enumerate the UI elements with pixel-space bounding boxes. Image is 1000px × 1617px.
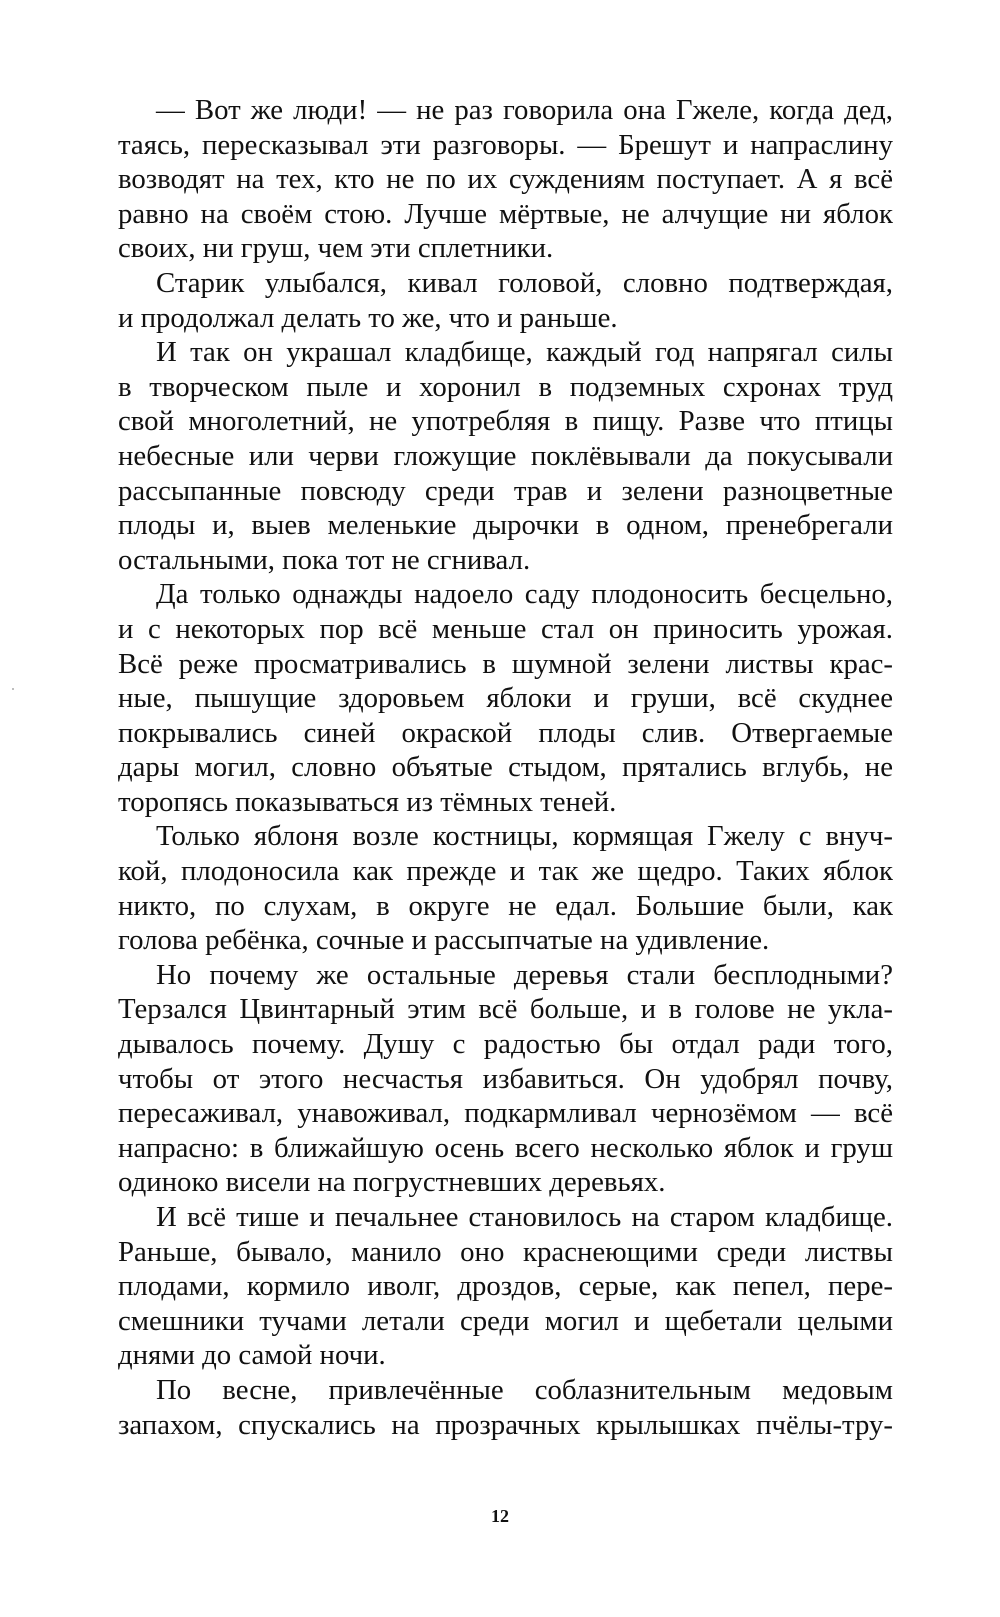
text-line: ные, пышущие здоровьем яблоки и груши, всё скуднее bbox=[118, 682, 893, 715]
text-line: в творческом пыле и хоронил в подземных схронах труд bbox=[118, 370, 893, 403]
text-line: торопясь показываться из тёмных теней. bbox=[118, 785, 617, 818]
text-line: рассыпанные повсюду среди трав и зелени разноцветные bbox=[118, 474, 893, 507]
text-line: кой, плодоносила как прежде и так же щедро. Таких яблок bbox=[118, 855, 893, 888]
text-line: покрывались синей окраской плоды слив. Отвергаемые bbox=[118, 716, 893, 749]
text-line: — Вот же люди! — не раз говорила она Гжеле, когда дед, bbox=[156, 94, 893, 126]
page-number: 12 bbox=[491, 1506, 509, 1526]
text-line: остальными, пока тот не сгнивал. bbox=[118, 543, 531, 576]
text-line: небесные или черви гложущие поклёвывали да покусывали bbox=[118, 439, 893, 472]
text-line: чтобы от этого несчастья избавиться. Он удобрял почву, bbox=[118, 1062, 893, 1095]
text-line: равно на своём стою. Лучше мёртвые, не алчущие ни яблок bbox=[118, 197, 893, 230]
text-line: свой многолетний, не употребляя в пищу. Разве что птицы bbox=[118, 405, 893, 438]
text-line: И всё тише и печальнее становилось на старом кладбище. bbox=[156, 1201, 893, 1233]
text-line: своих, ни груш, чем эти сплетники. bbox=[118, 232, 554, 265]
text-line: смешники тучами летали среди могил и щебетали целыми bbox=[118, 1304, 893, 1337]
text-line: И так он украшал кладбище, каждый год напрягал силы bbox=[156, 336, 893, 369]
text-line: дывалось почему. Душу с радостью бы отдал ради того, bbox=[118, 1028, 893, 1061]
text-line: Терзался Цвинтарный этим всё больше, и в голове не укла- bbox=[118, 993, 893, 1026]
text-line: Только яблоня возле костницы, кормящая Гжелу с внуч- bbox=[156, 820, 893, 853]
text-line: и продолжал делать то же, что и раньше. bbox=[118, 301, 618, 334]
body-text bbox=[118, 93, 893, 1442]
text-line: Всё реже просматривались в шумной зелени листвы крас- bbox=[118, 647, 893, 680]
text-line: запахом, спускались на прозрачных крылышках пчёлы-тру- bbox=[118, 1408, 893, 1441]
text-line: одиноко висели на погрустневших деревьях. bbox=[118, 1166, 666, 1199]
text-line: пересаживал, унавоживал, подкармливал чернозёмом — всё bbox=[118, 1097, 893, 1130]
text-line: и с некоторых пор всё меньше стал он приносить урожая. bbox=[118, 612, 893, 645]
text-line: Раньше, бывало, манило оно краснеющими среди листвы bbox=[118, 1235, 893, 1268]
text-line: дары могил, словно объятые стыдом, прятались вглубь, не bbox=[118, 751, 893, 784]
text-line: Старик улыбался, кивал головой, словно подтверждая, bbox=[156, 266, 893, 299]
text-line: плодами, кормило иволг, дроздов, серые, как пепел, пере- bbox=[118, 1270, 893, 1303]
text-line: таясь, пересказывал эти разговоры. — Брешут и напраслину bbox=[118, 128, 893, 161]
text-line: Но почему же остальные деревья стали бесплодными? bbox=[156, 958, 893, 991]
text-line: днями до самой ночи. bbox=[118, 1339, 386, 1372]
scan-speck bbox=[12, 688, 14, 690]
text-line: Да только однажды надоело саду плодоносить бесцельно, bbox=[156, 578, 893, 611]
text-line: никто, по слухам, в округе не едал. Большие были, как bbox=[118, 889, 893, 922]
text-line: возводят на тех, кто не по их суждениям поступает. А я всё bbox=[118, 163, 893, 196]
text-line: напрасно: в ближайшую осень всего несколько яблок и груш bbox=[118, 1131, 893, 1164]
text-line: голова ребёнка, сочные и рассыпчатые на удивление. bbox=[118, 924, 770, 957]
text-line: плоды и, выев меленькие дырочки в одном, пренебрегали bbox=[118, 509, 893, 542]
text-line: По весне, привлечённые соблазнительным медовым bbox=[156, 1373, 893, 1406]
